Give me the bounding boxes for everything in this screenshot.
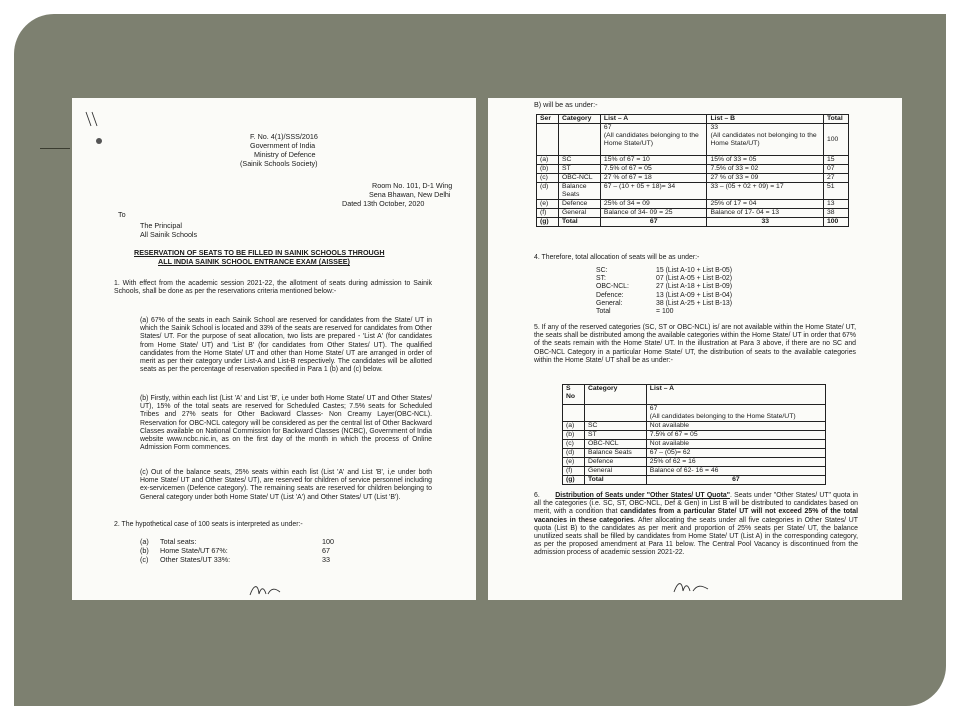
government-line: Government of India <box>250 141 316 150</box>
table-row <box>537 218 849 227</box>
paragraph-6-text-a: . Seats under "Other States/ UT" quota in all the categories (i.e. SC, ST, OBC-NCL, Def & Gen) in List B will be distributed to candidates based on merit, with a condition that <box>534 492 858 516</box>
table-cell: (g) <box>563 476 585 485</box>
table-cell: 100 <box>823 218 848 227</box>
table-row <box>563 458 826 467</box>
paragraph-6-title: Distribution of Seats under "Other States/ UT Quota" <box>555 492 730 499</box>
table-row <box>537 124 849 156</box>
table-row <box>563 440 826 449</box>
table-cell: (e) <box>537 200 559 209</box>
table-cell: (b) <box>563 431 585 440</box>
table-cell: (f) <box>537 209 559 218</box>
seat-allocation-table <box>536 114 849 227</box>
table-cell: (c) <box>537 174 559 183</box>
list-item <box>596 275 732 283</box>
table-cell: OBC-NCL <box>558 174 600 183</box>
list-item <box>596 300 732 308</box>
hypo-idx-b: (b) <box>140 546 149 555</box>
column-header: Category <box>558 115 600 124</box>
signature-mark-icon <box>672 578 712 596</box>
table-cell: (d) <box>563 449 585 458</box>
table-cell <box>563 405 585 422</box>
document-page-2 <box>488 98 902 600</box>
table-cell: (b) <box>537 165 559 174</box>
table-cell: Defence <box>558 200 600 209</box>
table-row <box>537 209 849 218</box>
column-header: Category <box>584 385 646 405</box>
hypo-label-b: Home State/UT 67%: <box>160 546 228 555</box>
table-cell: 07 <box>823 165 848 174</box>
list-item <box>596 308 732 316</box>
table-cell: 33 <box>707 218 824 227</box>
list-item <box>596 267 732 275</box>
table-cell: ST <box>558 165 600 174</box>
recipient-line-1: The Principal <box>140 221 182 230</box>
allocation-label: Total <box>596 308 611 316</box>
subject-line-2: ALL INDIA SAINIK SCHOOL ENTRANCE EXAM (AISSEE) <box>158 257 350 266</box>
allocation-label: SC: <box>596 267 608 274</box>
table-cell: ST <box>584 431 646 440</box>
table-cell: 25% of 34 = 09 <box>600 200 707 209</box>
table-cell: 67 (All candidates belonging to the Home State/UT) <box>600 124 707 156</box>
table-row <box>537 174 849 183</box>
table-cell: SC <box>558 156 600 165</box>
table-cell: 67 – (05)= 62 <box>646 449 825 458</box>
allocation-value: 27 (List A-18 + List B-09) <box>656 283 733 291</box>
hypo-value-a: 100 <box>322 537 334 546</box>
table-row <box>563 467 826 476</box>
table-cell: (e) <box>563 458 585 467</box>
allocation-value: 15 (List A-10 + List B-05) <box>656 267 733 274</box>
total-allocation-list <box>596 267 732 316</box>
table-cell: 67 (All candidates belonging to the Home State/UT) <box>646 405 825 422</box>
margin-mark-icon <box>82 110 104 132</box>
table-cell: 7.5% of 33 = 02 <box>707 165 824 174</box>
paragraph-6-text-b: . After allocating the seats under all five categories in Other States/ UT quota (List B) to the candidates as per merit and proportion of 25% seats per State/ UT, the balance unutilized seats shall be filled by candidates from Home State/ UT (List A) in the corresponding category, as per the proposed amendment at Para 11 below. The Central Pool Vacancy is discontinued from the admission process of academic session 2021-22. <box>534 516 858 557</box>
hypo-value-c: 33 <box>322 555 330 564</box>
table-cell: Total <box>584 476 646 485</box>
table-cell: Balance of 34- 09 = 25 <box>600 209 707 218</box>
table-cell: (g) <box>537 218 559 227</box>
ministry-line: Ministry of Defence <box>254 150 316 159</box>
date-line: Dated 13th October, 2020 <box>342 199 425 208</box>
paragraph-6 <box>534 492 858 558</box>
table-cell: 33 (All candidates not belonging to the Home State/UT) <box>707 124 824 156</box>
table-row <box>537 156 849 165</box>
allocation-value: 13 (List A-09 + List B-04) <box>656 291 733 299</box>
table-cell: 67 <box>646 476 825 485</box>
room-line: Room No. 101, D-1 Wing <box>372 181 453 190</box>
hypo-idx-c: (c) <box>140 555 149 564</box>
table-cell: 7.5% of 67 = 05 <box>600 165 707 174</box>
divider-line <box>40 148 70 149</box>
table-row <box>537 165 849 174</box>
file-number: F. No. 4(1)/SSS/2016 <box>250 132 318 141</box>
paragraph-6-bold-text: candidates from a particular State/ UT will not exceed 25% of the total vacancies in these categories <box>534 508 858 524</box>
subject-line-1: RESERVATION OF SEATS TO BE FILLED IN SAINIK SCHOOLS THROUGH <box>134 248 385 257</box>
table-cell: 25% of 62 = 16 <box>646 458 825 467</box>
punch-hole-icon <box>96 138 102 144</box>
table-row <box>537 183 849 200</box>
table-cell: Balance of 17- 04 = 13 <box>707 209 824 218</box>
column-header: List – A <box>646 385 825 405</box>
hypo-idx-a: (a) <box>140 537 149 546</box>
table-row <box>537 200 849 209</box>
allocation-value: 07 (List A-05 + List B-02) <box>656 275 733 283</box>
table-cell <box>537 124 559 156</box>
column-header: List – B <box>707 115 824 124</box>
allocation-label: Defence: <box>596 291 624 299</box>
table-row <box>563 422 826 431</box>
table-header-row <box>537 115 849 124</box>
table-cell: Not available <box>646 440 825 449</box>
table-cell: 7.5% of 67 = 05 <box>646 431 825 440</box>
allocation-label: General: <box>596 299 623 307</box>
table-cell: 15 <box>823 156 848 165</box>
hypo-label-a: Total seats: <box>160 537 197 546</box>
table-cell: SC <box>584 422 646 431</box>
table-row <box>563 476 826 485</box>
column-header: S No <box>563 385 585 405</box>
allocation-value: 38 (List A-25 + List B-13) <box>656 299 733 307</box>
recipient-line-2: All Sainik Schools <box>140 230 198 239</box>
table-cell: 25% of 17 = 04 <box>707 200 824 209</box>
paragraph-4: 4. Therefore, total allocation of seats will be as under:- <box>534 254 700 261</box>
table-cell: Not available <box>646 422 825 431</box>
hypo-value-b: 67 <box>322 546 330 555</box>
paragraph-1b: (b) Firstly, within each list (List 'A' and List 'B', i,e under both Home State/ UT and Other States/ UT), 15% of the total seats are reserved for Scheduled Castes; 7.5% seats for Scheduled Tribes and 27% seats for Other Backward Classes- Non Creamy Layer(OBC-NCL). Reservation for OBC-NCL category will be considered as per the central list of Other Backward Classes available on National Commission for Backward Classes (NCBC), Government of India website www.ncbc.nic.in, as on the first day of the month in which the process of Online Admission Form commences. <box>140 395 432 452</box>
table-row <box>563 405 826 422</box>
column-header: Total <box>823 115 848 124</box>
paragraph-5: 5. If any of the reserved categories (SC, ST or OBC-NCL) is/ are not available within the Home State/ UT, the seats shall be distributed among the available categories within the Home State/ UT in order that 67% of the seats remain with the Home State/ UT. In the illustration at Para 3 above, if there are no SC and OBC-NCL Category in a particular Home State/ UT, the distribution of seats to the available categories within the Home State/ UT shall be as under:- <box>534 324 856 364</box>
table-row <box>563 431 826 440</box>
signature-mark-icon <box>248 582 284 598</box>
table-cell: 27 % of 33 = 09 <box>707 174 824 183</box>
table-cell: 33 – (05 + 02 + 09) = 17 <box>707 183 824 200</box>
continuation-line: B) will be as under:- <box>534 100 598 109</box>
hypo-label-c: Other States/UT 33%: <box>160 555 231 564</box>
society-line: (Sainik Schools Society) <box>240 159 318 168</box>
paragraph-1: 1. With effect from the academic session 2021-22, the allotment of seats during admission to Sainik Schools, shall be done as per the reservations criteria mentioned below:- <box>114 280 432 296</box>
table-cell: Total <box>558 218 600 227</box>
list-item <box>596 292 732 300</box>
table-cell: 27 % of 67 = 18 <box>600 174 707 183</box>
table-row <box>563 449 826 458</box>
table-cell: (d) <box>537 183 559 200</box>
table-cell: 27 <box>823 174 848 183</box>
table-cell: (f) <box>563 467 585 476</box>
table-cell: 15% of 67 = 10 <box>600 156 707 165</box>
paragraph-1c: (c) Out of the balance seats, 25% seats within each list (List 'A' and List 'B', i,e under both Home State/ UT and Other States/ UT), are reserved for children of service personnel including ex-servicemen (Defence category). The remaining seats are reserved for children belonging to General category under both Home State/ UT (List 'A') and Other States/ UT (List 'B'). <box>140 469 432 501</box>
table-cell: General <box>558 209 600 218</box>
document-page-1 <box>72 98 476 600</box>
paragraph-2: 2. The hypothetical case of 100 seats is interpreted as under:- <box>114 521 303 528</box>
bhawan-line: Sena Bhawan, New Delhi <box>369 190 451 199</box>
column-header: List – A <box>600 115 707 124</box>
table-cell: 15% of 33 = 05 <box>707 156 824 165</box>
table-cell: (a) <box>537 156 559 165</box>
list-item <box>596 283 732 291</box>
home-state-distribution-table <box>562 384 826 485</box>
allocation-label: ST: <box>596 275 606 283</box>
table-cell <box>558 124 600 156</box>
paragraph-1a: (a) 67% of the seats in each Sainik School are reserved for candidates from the State/ UT in which the Sainik School is located and 33% of the seats are reserved for candidates from Other States/ UT. For the purpose of seat allocation, two lists are prepared - 'List A' (for candidates from Home State/ UT) and 'List B' (for candidates from Other States/ UT). The qualified candidates from the Home State/ UT and other than Home State/ UT are arranged in order of merit as per their category under List-A and List-B respectively. The candidates will be allotted seats as per the percentage of reservation specified in Para 1 (b) and (c) below. <box>140 317 432 374</box>
to-label: To <box>118 210 126 219</box>
allocation-label: OBC-NCL: <box>596 283 629 291</box>
table-cell: 13 <box>823 200 848 209</box>
allocation-value: = 100 <box>656 308 674 316</box>
table-cell <box>584 405 646 422</box>
paragraph-6-number: 6. <box>534 492 540 499</box>
table-header-row <box>563 385 826 405</box>
table-cell: 67 – (10 + 05 + 18)= 34 <box>600 183 707 200</box>
table-cell: 67 <box>600 218 707 227</box>
table-cell: General <box>584 467 646 476</box>
table-cell: Balance Seats <box>584 449 646 458</box>
table-cell: 100 <box>823 124 848 156</box>
table-cell: 51 <box>823 183 848 200</box>
table-cell: 38 <box>823 209 848 218</box>
table-cell: (a) <box>563 422 585 431</box>
table-cell: Defence <box>584 458 646 467</box>
table-cell: OBC-NCL <box>584 440 646 449</box>
table-cell: (c) <box>563 440 585 449</box>
table-cell: Balance Seats <box>558 183 600 200</box>
table-cell: Balance of 62- 16 = 46 <box>646 467 825 476</box>
column-header: Ser <box>537 115 559 124</box>
